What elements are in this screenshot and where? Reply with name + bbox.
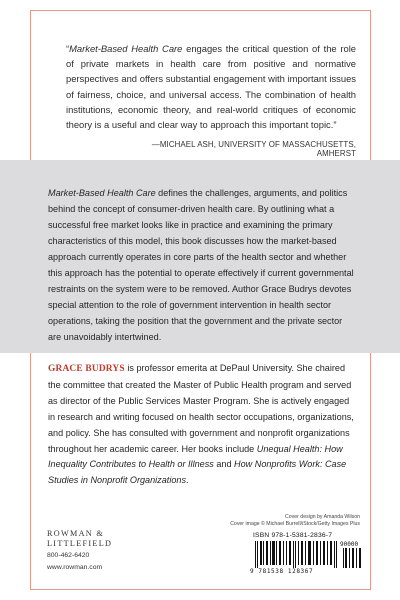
cover-image-credit: Cover image © Michael Burrell/iStock/Getty Images Plus xyxy=(230,521,360,528)
publisher-block xyxy=(47,529,127,574)
isbn-text: ISBN 978-1-5381-2836-7 xyxy=(253,532,333,539)
quote-attribution: —MICHAEL ASH, UNIVERSITY OF MASSACHUSETTS, AMHERST xyxy=(151,140,356,158)
author-bio xyxy=(48,361,354,489)
bio-and: and xyxy=(213,459,235,470)
publisher-phone: 800-462-6420 xyxy=(47,552,90,559)
bio-end: . xyxy=(186,475,189,486)
quote-text: engages the critical question of the role of private markets in health care from positive and normative perspectives and offers substantial engagement with important issues of fairness, choice, and universal access. The combination of health institutions, economic theory, and real-world critiques of economic theory is a useful and clear way to approach this important topic. xyxy=(66,43,356,131)
bio-book-2: How Nonprofits Work: Case Studies in Nonprofit Organizations xyxy=(48,459,347,486)
description-text: defines the challenges, arguments, and politics behind the concept of consumer-driven health care. By outlining what a successful free market looks like in practice and examining the primary characteristics of this model, this book discusses how the market-based approach currently operates in core parts of the health sector and whether this approach has the potential to operate effectively if current governmental restraints on the system were to be removed. Author Grace Budrys devotes special attention to the role of government intervention in health sector operations, taking the position that the government and the private sector are unavoidably intertwined. xyxy=(48,188,354,342)
addon-barcode-icon xyxy=(343,548,363,568)
bio-text: is professor emerita at DePaul University. She chaired the committee that created the Master of Public Health program and served as director of the Public Services Master Program. She is actively engaged in research and writing focused on health sector occupations, organizations, and policy. She has consulted with government and nonprofit organizations throughout her academic career. Her books include xyxy=(48,363,354,454)
barcode-icon xyxy=(253,541,339,568)
cover-design-credit: Cover design by Amanda Wilson xyxy=(285,514,360,520)
publisher-logo-line-1: ROWMAN & xyxy=(47,529,105,538)
quote-book-title: Market-Based Health Care xyxy=(69,43,183,54)
bio-book-1: Unequal Health: How Inequality Contributes to Health or Illness xyxy=(48,443,343,470)
publisher-logo-line-2: LITTLEFIELD xyxy=(47,538,113,548)
cover-credits xyxy=(180,514,360,528)
author-name: GRACE BUDRYS xyxy=(48,364,125,374)
endorsement-quote: “Market-Based Health Care engages the critical question of the role of private markets in health care from positive and normative perspectives and offers substantial engagement with important issues of fairness, choice, and universal access. The combination of health institutions, economic theory, and real-world critiques of economic theory is a useful and clear way to approach this important topic.” xyxy=(66,43,356,131)
publisher-website: www.rowman.com xyxy=(47,564,103,571)
book-description xyxy=(48,185,354,345)
barcode-digits: 9 781538 128367 xyxy=(250,568,314,575)
barcode-addon: 90000 xyxy=(340,541,359,548)
description-book-title: Market-Based Health Care xyxy=(48,188,156,198)
